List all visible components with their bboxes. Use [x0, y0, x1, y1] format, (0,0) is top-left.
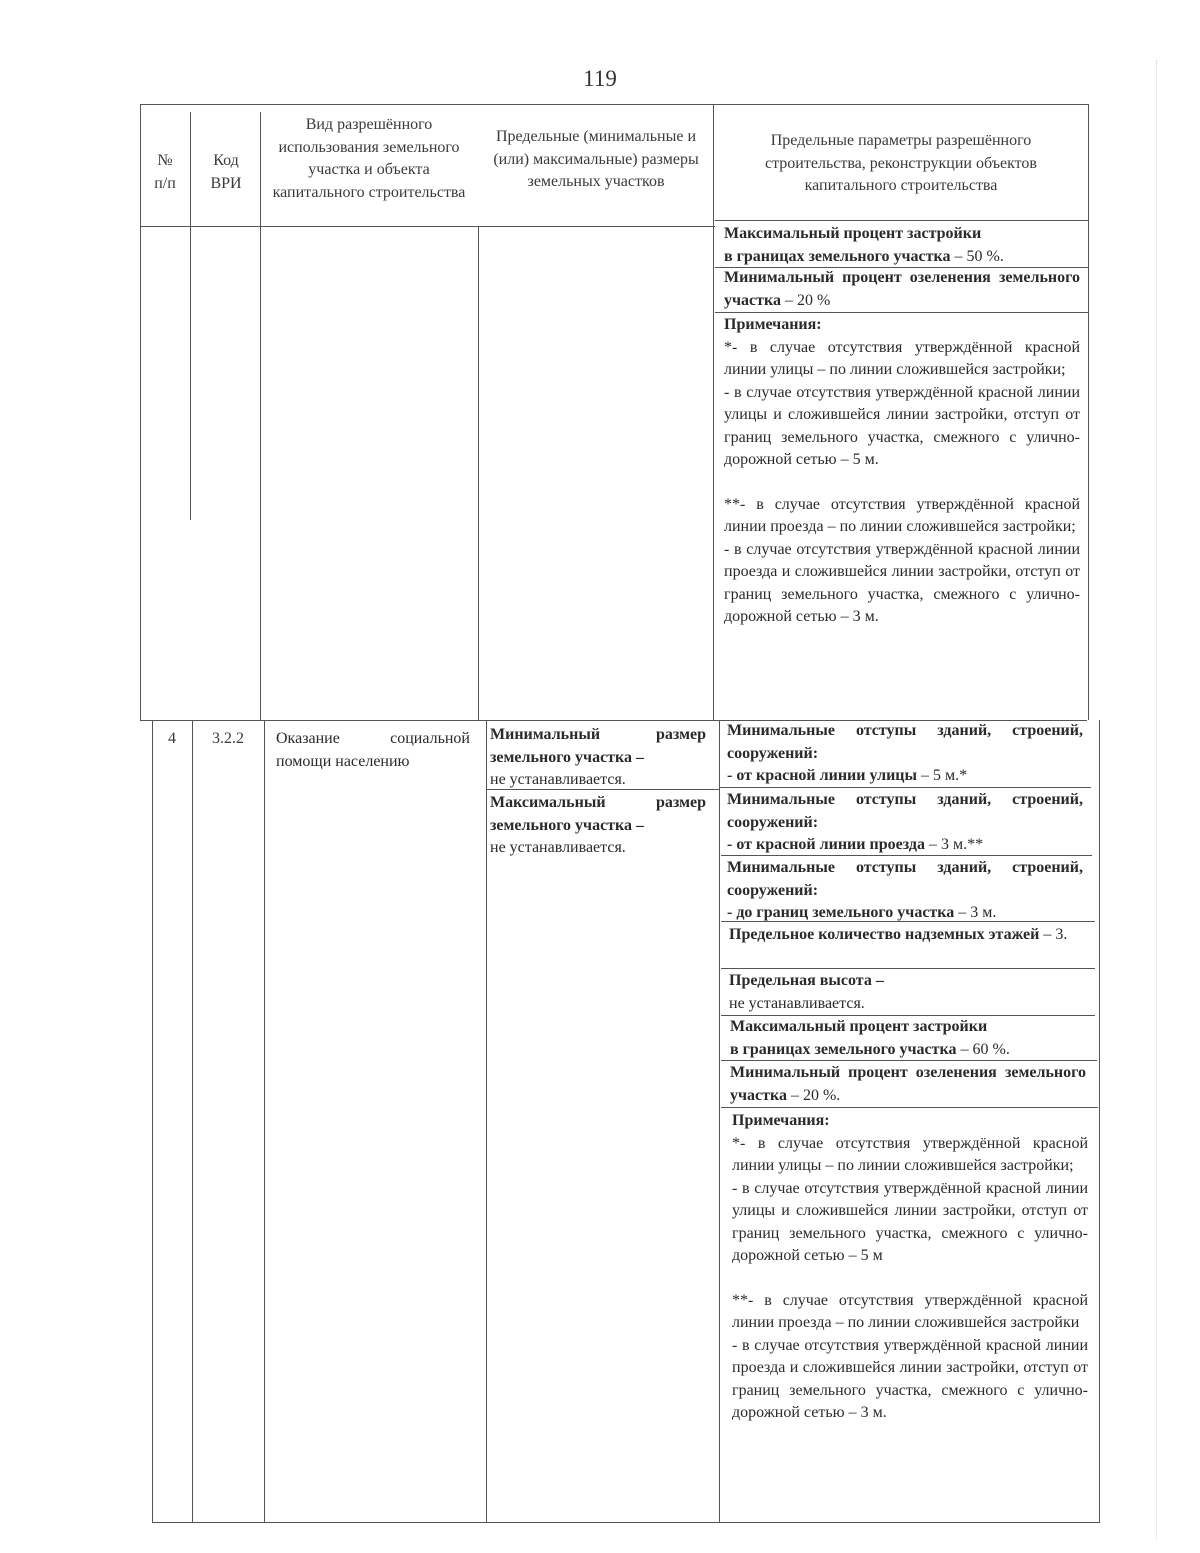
- row4-code: 3.2.2: [212, 730, 244, 747]
- header-code: Код ВРИ: [210, 152, 242, 192]
- row4-num: 4: [168, 730, 176, 747]
- row4-param-min-greening: Минимальный процент озеленения земельного участка – 20 %.: [730, 1064, 1086, 1104]
- scan-edge-artifact: [1156, 60, 1158, 1540]
- row4-param-setback-passage: Минимальные отступы зданий, строений, сооружений: - от красной линии проезда – 3 м.**: [727, 791, 1083, 853]
- row4-kind: Оказание социальной помощи населению: [276, 730, 470, 770]
- prev-notes: Примечания: *- в случае отсутствия утверждённой красной линии улицы – по линии сложившейся застройки; - в случае отсутствия утверждённой красной линии улицы и сложившейся линии застройки, отступ от границ земельного участка, смежного с улично-дорожной сетью – 5 м. **- в случае отсутствия утверждённой красной линии проезда – по линии сложившейся застройки; - в случае отсутствия утверждённой красной линии проезда и сложившейся линии застройки, отступ от границ земельного участка, смежного с улично-дорожной сетью – 3 м.: [724, 316, 1080, 625]
- row4-param-setback-boundary: Минимальные отступы зданий, строений, сооружений: - до границ земельного участка – 3 м.: [727, 859, 1083, 921]
- header-params: Предельные параметры разрешённого строительства, реконструкции объектов капитального строительства: [765, 132, 1037, 194]
- row4-param-setback-street: Минимальные отступы зданий, строений, сооружений: - от красной линии улицы – 5 м.*: [727, 722, 1083, 784]
- row4-notes: Примечания: *- в случае отсутствия утверждённой красной линии улицы – по линии сложившейся застройки; - в случае отсутствия утверждённой красной линии улицы и сложившейся линии застройки, отступ от границ земельного участка, смежного с улично-дорожной сетью – 5 м **- в случае отсутствия утверждённой красной линии проезда – по линии сложившейся застройки - в случае отсутствия утверждённой красной линии проезда и сложившейся линии застройки, отступ от границ земельного участка, смежного с улично-дорожной сетью – 3 м.: [732, 1112, 1088, 1421]
- row4-param-floors: Предельное количество надземных этажей – 3.: [729, 926, 1068, 943]
- row4-param-max-coverage: Максимальный процент застройки в границах земельного участка – 60 %.: [730, 1018, 1010, 1058]
- prev-param-max-coverage: Максимальный процент застройки в границах земельного участка – 50 %.: [724, 225, 1004, 265]
- header-kind: Вид разрешённого использования земельного участка и объекта капитального строительства: [272, 116, 466, 201]
- header-plot-size: Предельные (минимальные и (или) максимальные) размеры земельных участков: [493, 128, 699, 190]
- prev-param-min-greening: Минимальный процент озеленения земельного участка – 20 %: [724, 269, 1080, 309]
- header-num: № п/п: [154, 152, 176, 192]
- page-number: 119: [583, 66, 617, 91]
- row4-max-size: Максимальный размер земельного участка – не устанавливается.: [490, 794, 706, 856]
- row4-min-size: Минимальный размер земельного участка – не устанавливается.: [490, 726, 706, 788]
- row4-param-height: Предельная высота – не устанавливается.: [729, 972, 884, 1012]
